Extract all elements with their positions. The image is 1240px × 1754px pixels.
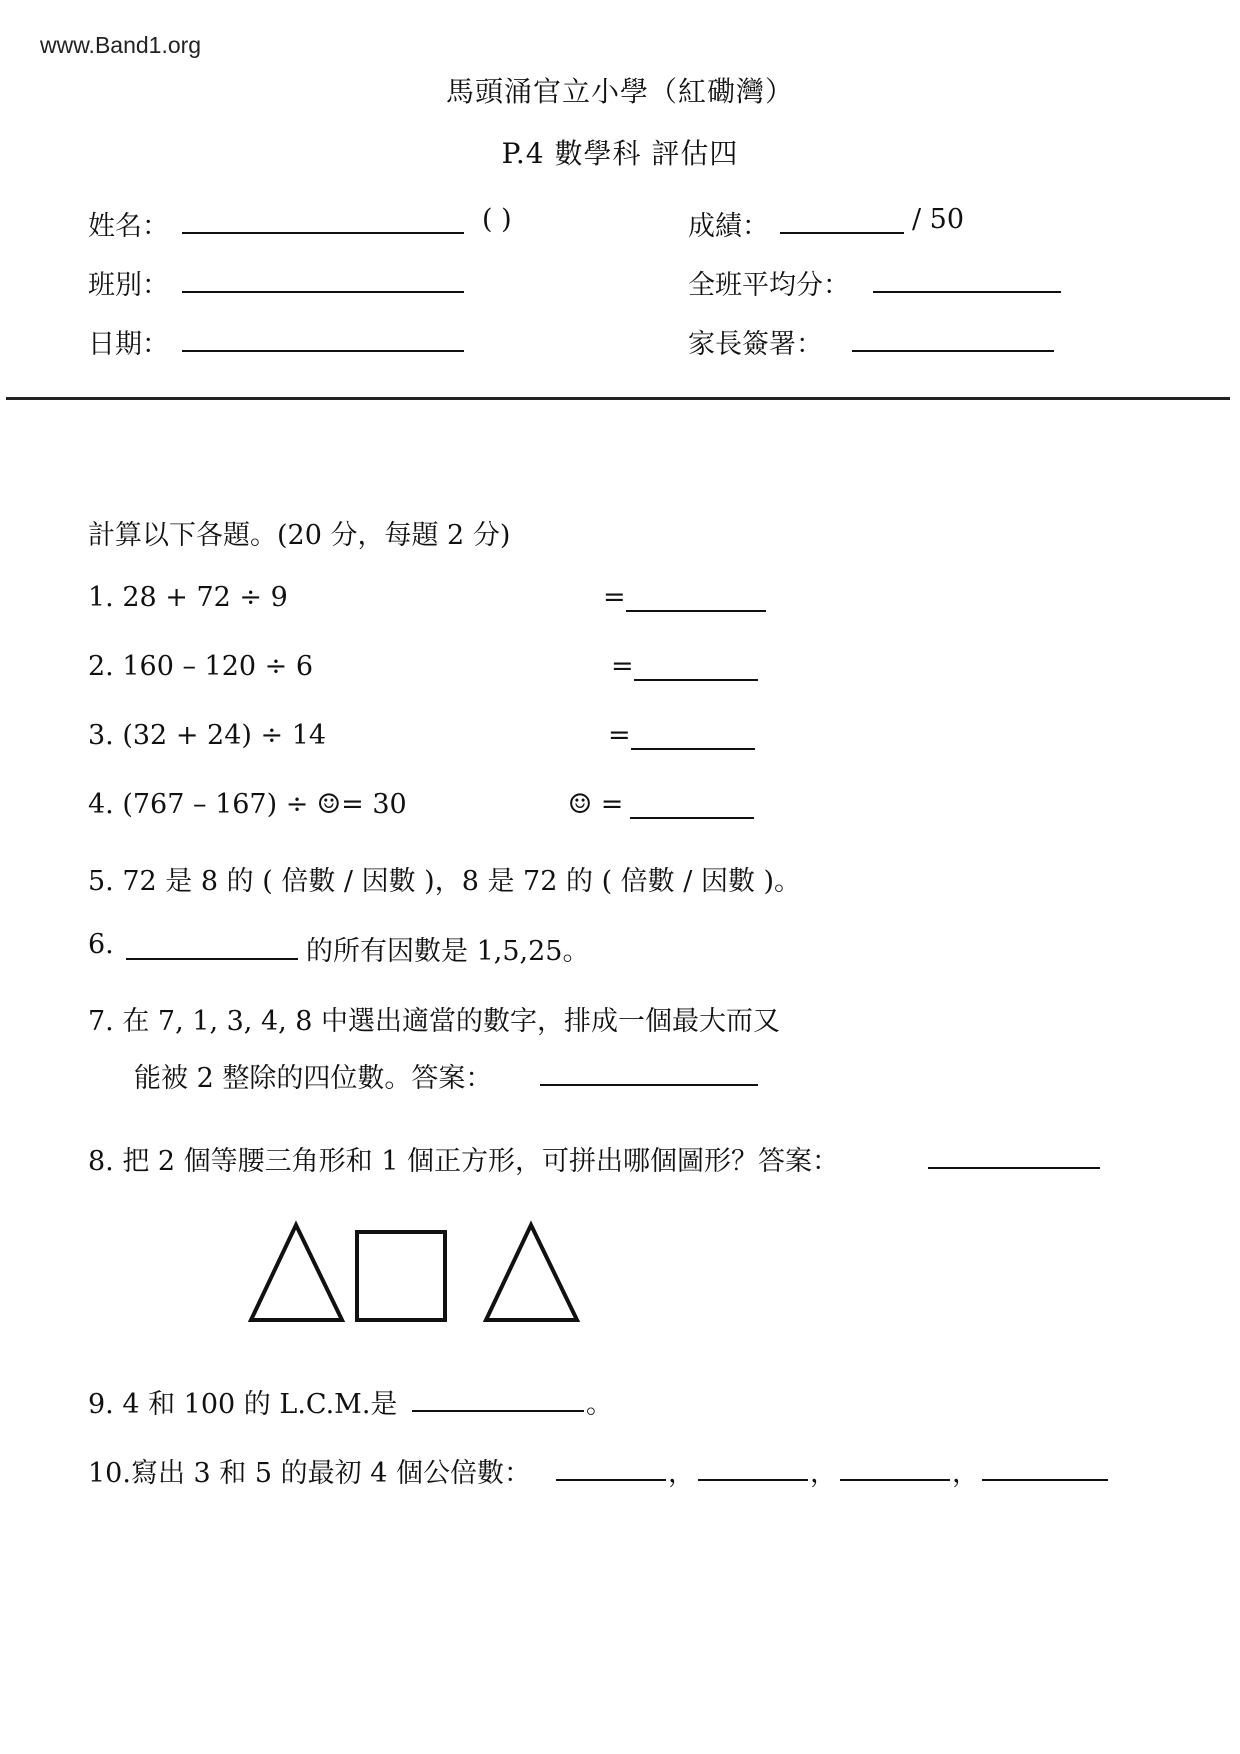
question-9: 9. 4 和 100 的 L.C.M.是	[88, 1389, 398, 1420]
question-10: 10.寫出 3 和 5 的最初 4 個公倍數：	[88, 1458, 531, 1489]
question-3: 3. (32 + 24) ÷ 14	[88, 720, 327, 751]
class-average-label: 全班平均分：	[688, 270, 850, 301]
question-10-answer-blank-4[interactable]	[982, 1479, 1108, 1481]
question-1-answer-blank[interactable]	[626, 610, 766, 612]
score-blank[interactable]	[780, 232, 904, 234]
score-total: / 50	[912, 204, 965, 235]
question-4-answer-blank[interactable]	[630, 817, 754, 819]
question-10-answer-blank-2[interactable]	[698, 1479, 808, 1481]
question-6-answer-blank[interactable]	[126, 958, 298, 960]
class-label: 班別：	[88, 270, 169, 301]
assessment-subtitle: P.4 數學科 評估四	[501, 137, 739, 170]
section-heading: 計算以下各題。(20 分，每題 2 分)	[88, 520, 511, 551]
question-9-answer-blank[interactable]	[412, 1410, 584, 1412]
question-2: 2. 160 – 120 ÷ 6	[88, 651, 314, 682]
square	[357, 1232, 445, 1320]
question-7-line-1: 7. 在 7, 1, 3, 4, 8 中選出適當的數字，排成一個最大而又	[88, 1006, 781, 1037]
header-divider	[6, 397, 1230, 400]
question-4-equals: ☺ =	[568, 789, 624, 820]
question-8-answer-blank[interactable]	[928, 1167, 1100, 1169]
question-5: 5. 72 是 8 的 ( 倍數 / 因數 )，8 是 72 的 ( 倍數 / 因數 )。	[88, 866, 802, 897]
question-10-comma-1: ，	[668, 1458, 695, 1489]
class-average-blank[interactable]	[873, 291, 1061, 293]
date-label: 日期：	[88, 329, 169, 360]
class-blank[interactable]	[182, 291, 464, 293]
date-blank[interactable]	[182, 350, 464, 352]
score-label: 成績：	[688, 211, 769, 242]
question-7-answer-blank[interactable]	[540, 1084, 758, 1086]
question-3-answer-blank[interactable]	[631, 748, 755, 750]
shapes-figure	[246, 1220, 586, 1325]
question-6-text: 的所有因數是 1,5,25。	[306, 936, 590, 967]
question-1: 1. 28 + 72 ÷ 9	[88, 582, 288, 613]
question-3-equals: =	[608, 720, 631, 751]
question-2-answer-blank[interactable]	[634, 679, 758, 681]
question-8: 8. 把 2 個等腰三角形和 1 個正方形，可拼出哪個圖形？答案：	[88, 1146, 840, 1177]
name-label: 姓名：	[88, 211, 169, 242]
class-number: ( )	[482, 204, 512, 235]
question-6-number: 6.	[88, 929, 114, 960]
question-1-equals: =	[603, 582, 626, 613]
school-title: 馬頭涌官立小學（紅磡灣）	[445, 75, 794, 108]
isosceles-triangle-left	[251, 1225, 342, 1320]
question-10-comma-2: ，	[810, 1458, 837, 1489]
isosceles-triangle-right	[486, 1225, 577, 1320]
question-10-comma-3: ，	[952, 1458, 979, 1489]
question-2-equals: =	[611, 651, 634, 682]
parent-signature-label: 家長簽署：	[688, 329, 823, 360]
question-10-answer-blank-3[interactable]	[840, 1479, 950, 1481]
question-9-end: 。	[586, 1389, 613, 1420]
name-blank[interactable]	[182, 232, 464, 234]
site-watermark: www.Band1.org	[40, 32, 202, 58]
question-4: 4. (767 – 167) ÷ ☺= 30	[88, 789, 407, 820]
question-7-line-2: 能被 2 整除的四位數。答案：	[134, 1063, 493, 1094]
question-10-answer-blank-1[interactable]	[556, 1479, 666, 1481]
parent-signature-blank[interactable]	[852, 350, 1054, 352]
